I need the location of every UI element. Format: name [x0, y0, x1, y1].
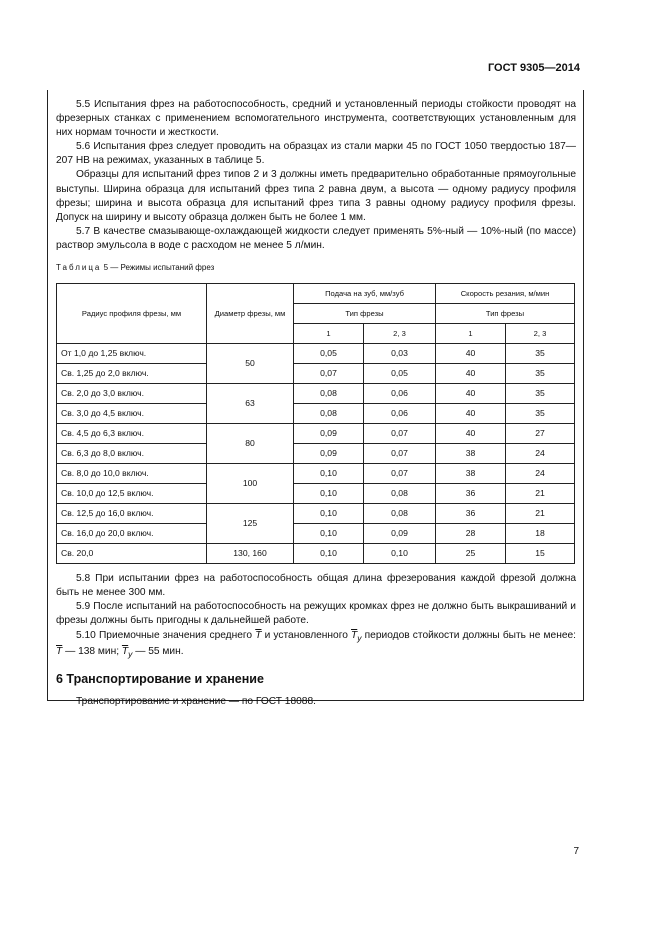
paragraphs-after-table [56, 572, 576, 661]
modes-table [56, 283, 575, 564]
table-caption-label: Таблица [56, 263, 102, 273]
table-row [57, 344, 575, 364]
speed-t1-cell: 40 [436, 364, 506, 384]
radius-cell: Св. 1,25 до 2,0 включ. [57, 364, 207, 384]
feed-t1-cell: 0,10 [294, 504, 364, 524]
feed-t23-cell: 0,03 [364, 344, 436, 364]
diameter-cell: 100 [207, 464, 294, 504]
speed-t23-cell: 21 [506, 504, 575, 524]
feed-t23-cell: 0,08 [364, 484, 436, 504]
symbol-t-set-sub: y [357, 632, 362, 643]
section-6-text: Транспортирование и хранение — по ГОСТ 18088. [76, 695, 316, 707]
header-feed: Подача на зуб, мм/зуб [294, 284, 436, 304]
radius-cell: Св. 4,5 до 6,3 включ. [57, 424, 207, 444]
p510-part-a: 5.10 Приемочные значения среднего [76, 629, 253, 641]
table-row [57, 524, 575, 544]
speed-t1-cell: 36 [436, 504, 506, 524]
symbol-t-mean: $\overline{T}$ [255, 629, 262, 641]
standard-number: ГОСТ 9305—2014 [487, 62, 580, 74]
speed-t23-cell: 35 [506, 404, 575, 424]
section-6-title: 6 Транспортирование и хранение [56, 671, 264, 686]
header-diameter: Диаметр фрезы, мм [207, 284, 294, 344]
feed-t1-cell: 0,08 [294, 384, 364, 404]
speed-t23-cell: 35 [506, 344, 575, 364]
table-row [57, 484, 575, 504]
table-caption-text: 5 — Режимы испытаний фрез [103, 263, 215, 273]
speed-t1-cell: 38 [436, 444, 506, 464]
symbol-t-set: $\overline{T}$ [351, 629, 358, 641]
p510-part-d: — 138 мин; [65, 645, 120, 657]
radius-cell: Св. 6,3 до 8,0 включ. [57, 444, 207, 464]
paragraph-5-6: 5.6 Испытания фрез следует проводить на образцах из стали марки 45 по ГОСТ 1050 твердостью 187—207 НВ на режимах, указанных в таблице 5. [56, 141, 576, 167]
feed-t1-cell: 0,10 [294, 464, 364, 484]
symbol-t-set-sub-2: y [128, 648, 133, 659]
header-speed: Скорость резания, м/мин [436, 284, 575, 304]
speed-t23-cell: 27 [506, 424, 575, 444]
speed-t1-cell: 38 [436, 464, 506, 484]
speed-t23-cell: 18 [506, 524, 575, 544]
p510-part-c: периодов стойкости должны быть не менее: [364, 629, 576, 641]
diameter-cell: 130, 160 [207, 544, 294, 564]
page-number: 7 [573, 846, 579, 857]
speed-t23-cell: 21 [506, 484, 575, 504]
speed-t1-cell: 40 [436, 344, 506, 364]
feed-t23-cell: 0,10 [364, 544, 436, 564]
header-feed-type: Тип фрезы [294, 304, 436, 324]
radius-cell: Св. 20,0 [57, 544, 207, 564]
feed-t23-cell: 0,06 [364, 404, 436, 424]
header-speed-type: Тип фрезы [436, 304, 575, 324]
speed-t1-cell: 40 [436, 424, 506, 444]
header-speed-t23: 2, 3 [506, 324, 575, 344]
p510-part-b: и установленного [264, 629, 348, 641]
diameter-cell: 80 [207, 424, 294, 464]
table-row [57, 364, 575, 384]
feed-t23-cell: 0,07 [364, 444, 436, 464]
radius-cell: Св. 8,0 до 10,0 включ. [57, 464, 207, 484]
feed-t1-cell: 0,10 [294, 484, 364, 504]
paragraph-5-9: 5.9 После испытаний на работоспособность на режущих кромках фрез не должно быть выкрашиваний и фрезы должны быть пригодны к дальнейшей работе. [56, 601, 576, 627]
feed-t23-cell: 0,08 [364, 504, 436, 524]
paragraph-5-5: 5.5 Испытания фрез на работоспособность, средний и установленный периоды стойкости проводят на фрезерных станках с применением вспомогательного инструмента, соответствующих установленным для них нормам точности и жесткости. [56, 99, 576, 139]
document-body [56, 98, 576, 709]
paragraph-samples: Образцы для испытаний фрез типов 2 и 3 должны иметь предварительно обработанные прямоугольные выступы. Ширина образца для испытаний фрез типа 2 равна двум, а высота — одному радиусу профиля фрезы; ширина и высота образца для испытаний фрез типа 3 равны одному радиусу профиля фрезы. Допуск на ширину и высоту образца должен быть не более 1 мм. [56, 169, 576, 223]
speed-t23-cell: 24 [506, 464, 575, 484]
speed-t1-cell: 40 [436, 384, 506, 404]
table-row [57, 464, 575, 484]
feed-t1-cell: 0,05 [294, 344, 364, 364]
feed-t1-cell: 0,08 [294, 404, 364, 424]
header-radius: Радиус профиля фрезы, мм [57, 284, 207, 344]
speed-t1-cell: 25 [436, 544, 506, 564]
header-feed-t1: 1 [294, 324, 364, 344]
speed-t1-cell: 36 [436, 484, 506, 504]
feed-t23-cell: 0,06 [364, 384, 436, 404]
speed-t1-cell: 28 [436, 524, 506, 544]
radius-cell: От 1,0 до 1,25 включ. [57, 344, 207, 364]
feed-t1-cell: 0,10 [294, 544, 364, 564]
feed-t23-cell: 0,05 [364, 364, 436, 384]
symbol-t-set-2: $\overline{T}$ [121, 645, 129, 657]
feed-t23-cell: 0,09 [364, 524, 436, 544]
table-row [57, 544, 575, 564]
feed-t1-cell: 0,10 [294, 524, 364, 544]
paragraph-5-10 [56, 629, 576, 661]
header-speed-t1: 1 [436, 324, 506, 344]
feed-t1-cell: 0,07 [294, 364, 364, 384]
radius-cell: Св. 10,0 до 12,5 включ. [57, 484, 207, 504]
table-row [57, 384, 575, 404]
speed-t23-cell: 15 [506, 544, 575, 564]
speed-t23-cell: 24 [506, 444, 575, 464]
table-row [57, 444, 575, 464]
table-caption [56, 261, 576, 275]
speed-t23-cell: 35 [506, 384, 575, 404]
feed-t1-cell: 0,09 [294, 424, 364, 444]
radius-cell: Св. 3,0 до 4,5 включ. [57, 404, 207, 424]
paragraph-5-8: 5.8 При испытании фрез на работоспособность общая длина фрезерования каждой фрезой должна быть не менее 300 мм. [56, 573, 576, 599]
table-row [57, 404, 575, 424]
table-row [57, 504, 575, 524]
radius-cell: Св. 12,5 до 16,0 включ. [57, 504, 207, 524]
diameter-cell: 125 [207, 504, 294, 544]
radius-cell: Св. 16,0 до 20,0 включ. [57, 524, 207, 544]
paragraph-5-7: 5.7 В качестве смазывающе-охлаждающей жидкости следует применять 5%-ный — 10%-ный (по массе) раствор эмульсола в воде с расходом не менее 5 л/мин. [56, 225, 576, 251]
radius-cell: Св. 2,0 до 3,0 включ. [57, 384, 207, 404]
feed-t23-cell: 0,07 [364, 464, 436, 484]
diameter-cell: 63 [207, 384, 294, 424]
symbol-t-mean-2: $\overline{T}$ [56, 645, 63, 657]
table-row [57, 424, 575, 444]
p510-part-e: — 55 мин. [135, 645, 184, 657]
diameter-cell: 50 [207, 344, 294, 384]
header-feed-t23: 2, 3 [364, 324, 436, 344]
feed-t1-cell: 0,09 [294, 444, 364, 464]
feed-t23-cell: 0,07 [364, 424, 436, 444]
speed-t1-cell: 40 [436, 404, 506, 424]
speed-t23-cell: 35 [506, 364, 575, 384]
